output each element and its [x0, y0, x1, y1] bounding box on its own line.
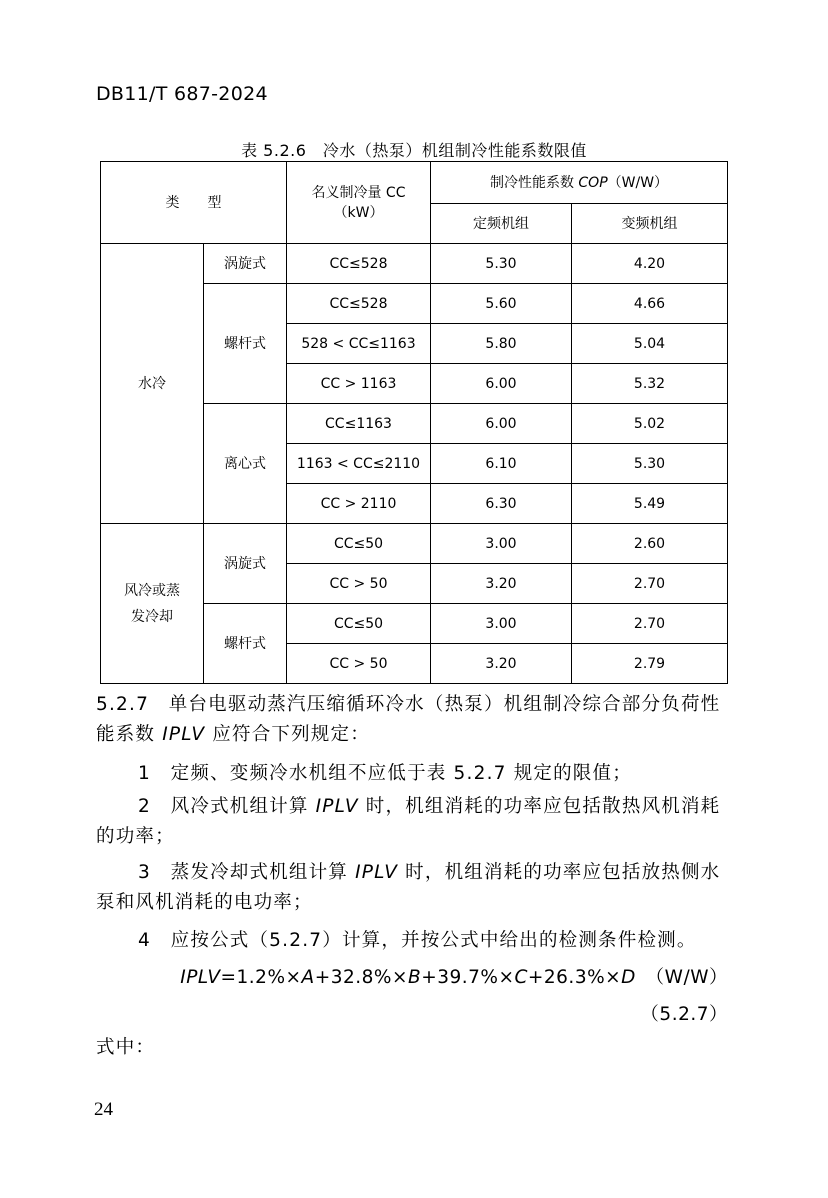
clause-text: 5.2.7 单台电驱动蒸汽压缩循环冷水（热泵）机组制冷综合部分负荷性能系数 [96, 694, 721, 745]
cell-variable: 4.66 [572, 284, 728, 324]
formula-var-c: C [514, 967, 528, 988]
formula-iplv: IPLV [180, 967, 221, 988]
formula-var-d: D [621, 967, 636, 988]
group-water-cooled: 水冷 [101, 244, 204, 524]
header-type: 类 型 [101, 162, 287, 244]
cell-variable: 5.49 [572, 484, 728, 524]
cell-capacity: 1163 < CC≤2110 [287, 444, 431, 484]
formula-unit: （W/W） [635, 967, 728, 988]
cop-limits-table [100, 161, 728, 684]
kind-screw: 螺杆式 [204, 604, 287, 684]
item-3 [96, 858, 732, 918]
group-air-line2: 发冷却 [131, 608, 173, 625]
item-2-text: 2 风冷式机组计算 [138, 796, 316, 817]
cell-fixed: 6.00 [431, 404, 572, 444]
header-cop [431, 162, 728, 204]
group-air-line1: 风冷或蒸 [124, 582, 180, 599]
cell-fixed: 3.20 [431, 564, 572, 604]
cell-capacity: CC≤528 [287, 244, 431, 284]
cell-fixed: 6.10 [431, 444, 572, 484]
cell-capacity: CC≤1163 [287, 404, 431, 444]
cell-capacity: CC > 2110 [287, 484, 431, 524]
item-3-text-end: 时，机组消耗的功率应包括放热侧水泵和风机消耗的电功率； [96, 862, 721, 913]
cell-capacity: 528 < CC≤1163 [287, 324, 431, 364]
header-capacity-line2: （kW） [333, 204, 384, 221]
header-cop-unit: （W/W） [607, 174, 669, 191]
formula-term: =1.2%× [220, 967, 302, 988]
cell-capacity: CC≤50 [287, 604, 431, 644]
cell-capacity: CC > 50 [287, 564, 431, 604]
kind-scroll: 涡旋式 [204, 524, 287, 604]
cell-fixed: 5.80 [431, 324, 572, 364]
header-capacity-line1: 名义制冷量 CC [311, 184, 406, 201]
formula-term: +32.8%× [314, 967, 408, 988]
formula-var-a: A [301, 967, 315, 988]
where-label: 式中： [96, 1037, 156, 1058]
kind-scroll: 涡旋式 [204, 244, 287, 284]
formula-term: +26.3%× [527, 967, 622, 988]
cell-fixed: 6.30 [431, 484, 572, 524]
cell-variable: 5.32 [572, 364, 728, 404]
table-header-row [101, 162, 728, 204]
cell-capacity: CC > 1163 [287, 364, 431, 404]
cell-fixed: 3.20 [431, 644, 572, 684]
cell-variable: 5.04 [572, 324, 728, 364]
page-number: 24 [94, 1099, 113, 1120]
item-4: 4 应按公式（5.2.7）计算，并按公式中给出的检测条件检测。 [138, 930, 697, 951]
iplv-formula [96, 963, 728, 989]
clause-text-end: 应符合下列规定： [205, 724, 370, 745]
cell-capacity: CC > 50 [287, 644, 431, 684]
header-cop-prefix: 制冷性能系数 [489, 174, 579, 191]
group-air-evap-cooled [101, 524, 204, 684]
cell-variable: 2.79 [572, 644, 728, 684]
cell-fixed: 5.30 [431, 244, 572, 284]
cell-capacity: CC≤50 [287, 524, 431, 564]
formula-var-b: B [407, 967, 422, 988]
header-capacity [287, 162, 431, 244]
cell-fixed: 6.00 [431, 364, 572, 404]
table-row [101, 524, 728, 564]
table-caption: 表 5.2.6 冷水（热泵）机组制冷性能系数限值 [241, 141, 587, 160]
cell-variable: 2.60 [572, 524, 728, 564]
iplv-term: IPLV [315, 796, 359, 817]
cell-variable: 2.70 [572, 604, 728, 644]
kind-screw: 螺杆式 [204, 284, 287, 404]
cell-fixed: 3.00 [431, 604, 572, 644]
cell-variable: 5.02 [572, 404, 728, 444]
formula-number: （5.2.7） [640, 1004, 728, 1025]
cell-fixed: 5.60 [431, 284, 572, 324]
document-id: DB11/T 687-2024 [96, 83, 268, 105]
cell-fixed: 3.00 [431, 524, 572, 564]
header-fixed: 定频机组 [431, 204, 572, 244]
cell-variable: 4.20 [572, 244, 728, 284]
formula-term: +39.7%× [421, 967, 515, 988]
item-1: 1 定频、变频冷水机组不应低于表 5.2.7 规定的限值； [138, 763, 632, 784]
kind-centrifugal: 离心式 [204, 404, 287, 524]
item-3-text: 3 蒸发冷却式机组计算 [138, 862, 356, 883]
header-cop-var: COP [578, 174, 608, 191]
iplv-term: IPLV [162, 724, 206, 745]
cell-variable: 2.70 [572, 564, 728, 604]
item-2-text-end: 时，机组消耗的功率应包括散热风机消耗的功率； [96, 796, 721, 847]
item-2 [96, 792, 732, 852]
cell-capacity: CC≤528 [287, 284, 431, 324]
clause-5-2-7 [96, 690, 732, 750]
table-row [101, 244, 728, 284]
cell-variable: 5.30 [572, 444, 728, 484]
iplv-term: IPLV [355, 862, 399, 883]
header-variable: 变频机组 [572, 204, 728, 244]
